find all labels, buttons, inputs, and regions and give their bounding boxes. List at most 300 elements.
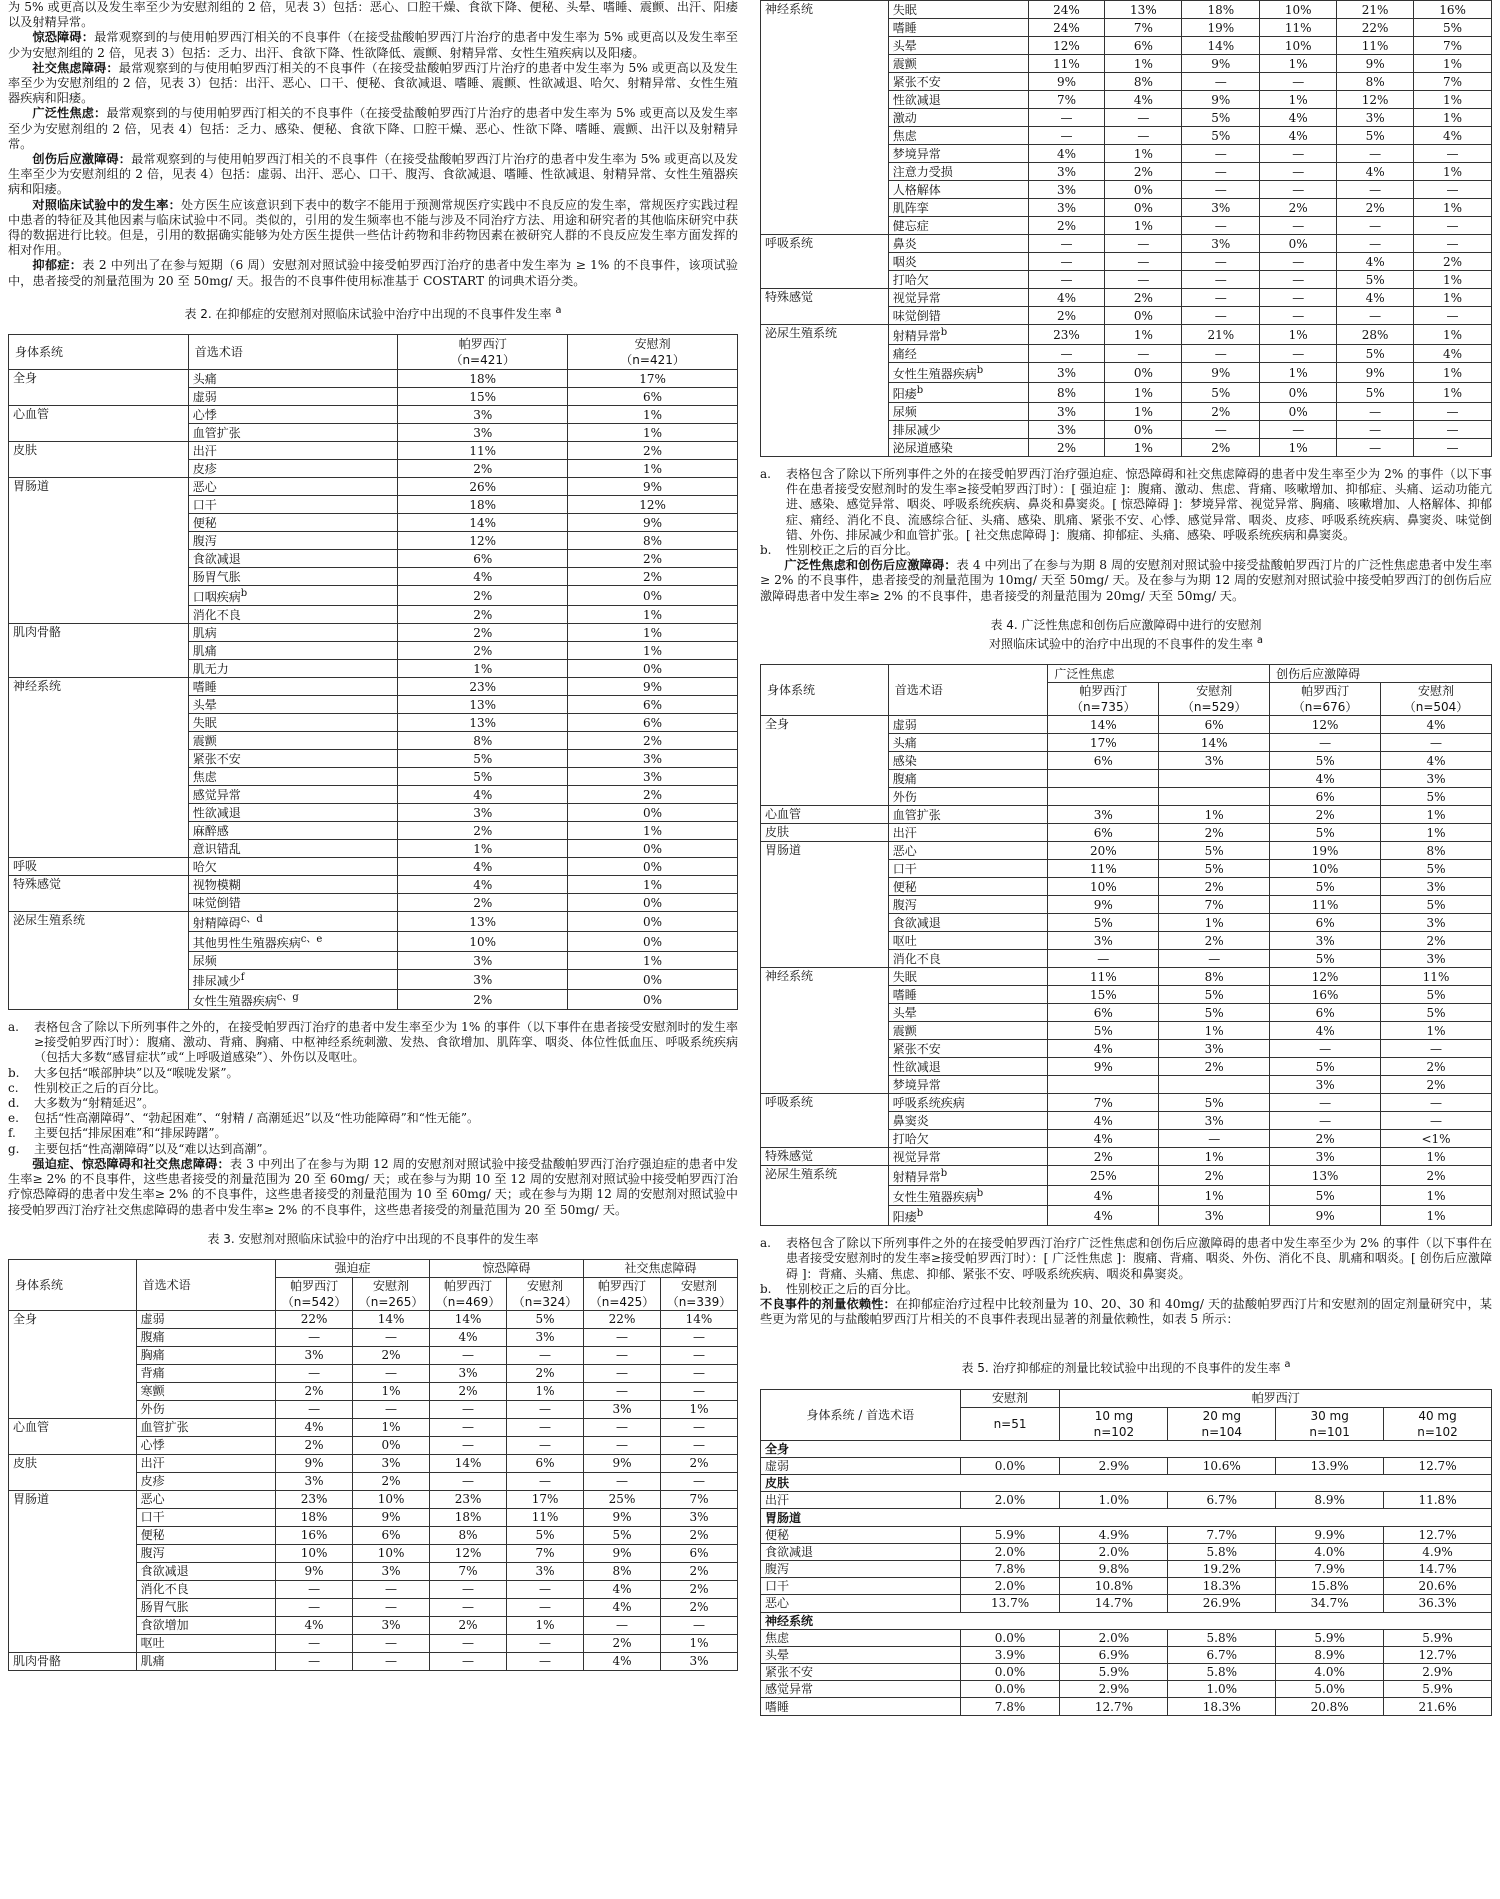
value-cell: — (1260, 73, 1337, 91)
value-cell: 1% (568, 642, 738, 660)
value-cell: 9% (568, 678, 738, 696)
system-cell: 胃肠道 (9, 478, 189, 624)
term-cell (888, 878, 1048, 896)
system-cell: 特殊感觉 (761, 289, 889, 325)
value-cell: 0% (1260, 235, 1337, 253)
value-cell: 2% (1260, 199, 1337, 217)
value-cell: 3% (1028, 181, 1105, 199)
term-cell (888, 271, 1028, 289)
header-col-n: （n=735） (1071, 700, 1136, 715)
value-cell: 1% (568, 460, 738, 478)
value-cell: 5% (1381, 788, 1492, 806)
term-label: 肌病 (192, 625, 217, 640)
header-dose-amount: 40 mg (1418, 1408, 1457, 1423)
value-cell: 3% (1048, 932, 1159, 950)
table-row (9, 370, 738, 388)
term-label: 心悸 (140, 1438, 165, 1453)
value-cell: — (661, 1328, 738, 1346)
value-cell: 18% (398, 496, 568, 514)
term-cell (136, 1616, 276, 1634)
paragraph-heading: 创伤后应激障碍： (32, 152, 132, 167)
term-cell (888, 1094, 1048, 1112)
value-cell: 4% (276, 1418, 353, 1436)
value-cell: 1% (1105, 325, 1182, 345)
header-dose-n: n=101 (1309, 1424, 1350, 1439)
value-cell: — (1337, 307, 1414, 325)
value-cell: 4% (584, 1598, 661, 1616)
table-row (761, 1492, 1492, 1509)
term-footnote-mark: c、e (300, 934, 323, 946)
value-cell: 5% (1159, 986, 1270, 1004)
value-cell: 3% (1159, 1206, 1270, 1226)
value-cell: 0% (568, 804, 738, 822)
value-cell: 1.0% (1060, 1492, 1168, 1509)
value-cell: — (507, 1400, 584, 1418)
term-cell: 恶心 (761, 1595, 961, 1612)
term-label: 恶心 (892, 843, 917, 858)
term-cell (888, 788, 1048, 806)
term-cell (188, 912, 398, 932)
term-label: 焦虑 (192, 769, 217, 784)
value-cell: 10% (353, 1490, 430, 1508)
value-cell: 0.0% (960, 1664, 1060, 1681)
value-cell: 2% (1182, 403, 1260, 421)
value-cell: 18.3% (1168, 1698, 1276, 1715)
value-cell: 21% (1182, 325, 1260, 345)
term-cell (188, 406, 398, 424)
value-cell: 7.8% (960, 1698, 1060, 1715)
value-cell: 23% (430, 1490, 507, 1508)
value-cell: 1% (1414, 325, 1492, 345)
value-cell: 3% (1028, 163, 1105, 181)
term-cell (888, 914, 1048, 932)
value-cell: 20.8% (1276, 1698, 1384, 1715)
term-label: 意识错乱 (192, 841, 241, 856)
value-cell: 15% (1048, 986, 1159, 1004)
value-cell: 2% (1414, 253, 1492, 271)
term-label: 味觉倒错 (892, 308, 941, 323)
term-label: 便秘 (192, 515, 217, 530)
value-cell: — (1182, 271, 1260, 289)
value-cell: 4% (1270, 1022, 1381, 1040)
value-cell: 34.7% (1276, 1595, 1384, 1612)
term-label: 鼻炎 (892, 236, 917, 251)
term-cell (188, 768, 398, 786)
paragraph (8, 0, 738, 30)
header-group: 社交焦虑障碍 (584, 1259, 738, 1277)
footnote-key: b. (760, 543, 772, 558)
value-cell: 26.9% (1168, 1595, 1276, 1612)
footnote (8, 1126, 738, 1141)
value-cell: — (1182, 163, 1260, 181)
table-row (761, 289, 1492, 307)
value-cell: 12% (1270, 968, 1381, 986)
value-cell: — (584, 1328, 661, 1346)
term-label: 嗜睡 (192, 679, 217, 694)
header-col-name: 安慰剂 (373, 1278, 410, 1293)
value-cell: 16% (276, 1526, 353, 1544)
term-label: 便秘 (892, 879, 917, 894)
table4 (760, 664, 1492, 1226)
value-cell: 2% (568, 732, 738, 750)
header-col (507, 1277, 584, 1310)
header-placebo-name: 安慰剂 (634, 337, 671, 352)
value-cell: — (1159, 1130, 1270, 1148)
footnote-text: 表格包含了除以下所列事件之外的在接受帕罗西汀治疗广泛性焦虑和创伤后应激障碍的患者中发生率至少为 2% 的事件（以下事件在患者接受安慰剂时的发生率≥接受帕罗西汀时）：[ 广泛性焦虑 ]：腹痛、背痛、咽炎、外伤、消化不良、肌痛和咽炎。[ 创伤后应激障碍 ]：背痛、头痛、焦虑、抑郁、紧张不安、呼吸系统疾病、咽炎和鼻窦炎。 (786, 1236, 1492, 1281)
value-cell: 2.9% (1384, 1664, 1492, 1681)
value-cell: — (507, 1634, 584, 1652)
value-cell: 0% (568, 858, 738, 876)
term-label: 呼吸系统疾病 (892, 1095, 965, 1110)
system-cell: 心血管 (9, 1418, 137, 1454)
footnote-text: 主要包括“排尿困难”和“排尿踌躇”。 (34, 1126, 227, 1141)
value-cell: 3% (507, 1328, 584, 1346)
value-cell: 6% (661, 1544, 738, 1562)
table-row (761, 1, 1492, 19)
value-cell: 1% (1159, 806, 1270, 824)
value-cell: 0% (1105, 421, 1182, 439)
value-cell: — (1414, 403, 1492, 421)
term-cell: 口干 (761, 1578, 961, 1595)
footnote-text: 包括“性高潮障碍”、“勃起困难”、“射精 / 高潮延迟”以及“性功能障碍”和“性无能”。 (34, 1111, 480, 1126)
value-cell: 10% (276, 1544, 353, 1562)
term-label: 人格解体 (892, 182, 941, 197)
left-column (8, 0, 738, 1671)
value-cell: 2% (430, 1616, 507, 1634)
value-cell: 6% (1105, 37, 1182, 55)
term-label: 口干 (140, 1510, 165, 1525)
system-cell: 特殊感觉 (761, 1148, 889, 1166)
paragraph (8, 30, 738, 60)
term-cell (136, 1634, 276, 1652)
value-cell: 0% (568, 932, 738, 952)
term-cell (888, 91, 1028, 109)
value-cell: 22% (1337, 19, 1414, 37)
term-label: 呕吐 (892, 933, 917, 948)
term-label: 梦境异常 (892, 1077, 941, 1092)
value-cell: 2% (1105, 163, 1182, 181)
term-cell (136, 1526, 276, 1544)
value-cell: 2.9% (1060, 1681, 1168, 1698)
value-cell: — (1105, 253, 1182, 271)
value-cell: 7% (430, 1562, 507, 1580)
value-cell (1048, 1076, 1159, 1094)
value-cell: 6% (1270, 914, 1381, 932)
value-cell: <1% (1381, 1130, 1492, 1148)
paragraph-text: 表 2 中列出了在参与短期（6 周）安慰剂对照试验中接受帕罗西汀治疗的患者中发生率为 ≥ 1% 的不良事件，该项试验中，患者接受的剂量范围为 20 至 50mg/ 天。报告的不良事件使用标准基于 COSTART 的词典术语分类。 (8, 258, 738, 288)
system-cell: 呼吸系统 (761, 235, 889, 289)
table5-caption: 表 5. 治疗抑郁症的剂量比较试验中出现的不良事件的发生率 $^a$ (961, 1359, 1291, 1376)
table-row (761, 1560, 1492, 1577)
value-cell: 1% (1105, 217, 1182, 235)
value-cell: 7% (661, 1490, 738, 1508)
value-cell: 5% (1048, 1022, 1159, 1040)
paragraph-heading: 对照临床试验中的发生率： (32, 197, 181, 212)
value-cell: 10.8% (1060, 1578, 1168, 1595)
value-cell: 1% (568, 822, 738, 840)
term-cell (888, 199, 1028, 217)
term-label: 头痛 (892, 735, 917, 750)
term-cell (888, 55, 1028, 73)
value-cell: 2% (1159, 878, 1270, 896)
value-cell: — (1260, 345, 1337, 363)
value-cell: 1% (1105, 55, 1182, 73)
term-label: 味觉倒错 (192, 895, 241, 910)
value-cell: — (1159, 950, 1270, 968)
term-cell (136, 1310, 276, 1328)
value-cell: 5% (1414, 19, 1492, 37)
term-label: 震颤 (892, 1023, 917, 1038)
term-cell (188, 478, 398, 496)
value-cell: 3% (661, 1652, 738, 1670)
value-cell: 9% (584, 1454, 661, 1472)
value-cell (1159, 770, 1270, 788)
value-cell: 5% (507, 1526, 584, 1544)
term-cell (888, 19, 1028, 37)
value-cell: 7% (1414, 37, 1492, 55)
value-cell: — (430, 1598, 507, 1616)
term-cell (888, 824, 1048, 842)
value-cell: — (353, 1634, 430, 1652)
system-cell: 胃肠道 (761, 842, 889, 968)
header-col-name: 安慰剂 (527, 1278, 564, 1293)
value-cell (1159, 1076, 1270, 1094)
term-cell (136, 1580, 276, 1598)
paragraph (8, 258, 738, 288)
header-col-name: 帕罗西汀 (444, 1278, 493, 1293)
value-cell: 11% (1048, 860, 1159, 878)
term-cell (888, 383, 1028, 403)
header-term: 首选术语 (188, 335, 398, 370)
header-drug-n: （n=421） (450, 353, 516, 368)
term-cell (188, 786, 398, 804)
value-cell: — (1337, 145, 1414, 163)
term-cell: 感觉异常 (761, 1681, 961, 1698)
value-cell: 3% (1270, 1076, 1381, 1094)
term-label: 虚弱 (192, 389, 217, 404)
value-cell: — (1105, 109, 1182, 127)
value-cell: 12% (1028, 37, 1105, 55)
term-label: 口干 (892, 861, 917, 876)
footnote-key: b. (8, 1065, 20, 1080)
paragraph-text: 最常观察到的与使用帕罗西汀相关的不良事件（在接受盐酸帕罗西汀片治疗的患者中发生率为 5% 或更高以及发生率至少为安慰剂组的 2 倍，见表 3）包括：出汗、恶心、口干、便秘、食欲减退、嗜睡、震颤、性欲减退、哈欠、射精异常、女性生殖器疾病和阳痿。 (8, 60, 738, 106)
system-cell: 神经系统 (9, 678, 189, 858)
header-col-name: 安慰剂 (680, 1278, 717, 1293)
value-cell: — (1182, 73, 1260, 91)
footnote-key: b. (760, 1281, 772, 1296)
term-cell (888, 145, 1028, 163)
value-cell: — (507, 1346, 584, 1364)
value-cell: — (507, 1580, 584, 1598)
value-cell: 2% (568, 568, 738, 586)
table-row (9, 912, 738, 932)
term-label: 出汗 (892, 825, 917, 840)
term-label: 恶心 (192, 479, 217, 494)
header-term: 首选术语 (136, 1259, 276, 1310)
term-label: 阳痿 (892, 387, 917, 401)
term-cell (188, 550, 398, 568)
value-cell: 1% (1414, 199, 1492, 217)
value-cell: 11% (507, 1508, 584, 1526)
term-label: 打哈欠 (892, 1131, 929, 1146)
header-col-name: 安慰剂 (1196, 684, 1233, 699)
footnote (760, 1236, 1492, 1282)
value-cell: 3% (1270, 932, 1381, 950)
value-cell: — (353, 1652, 430, 1670)
header-col-name: 帕罗西汀 (1301, 684, 1350, 699)
value-cell: 2.9% (1060, 1457, 1168, 1474)
value-cell: — (584, 1472, 661, 1490)
system-cell: 肌肉骨骼 (9, 624, 189, 678)
value-cell: — (1337, 403, 1414, 421)
value-cell: 0.0% (960, 1681, 1060, 1698)
term-cell (888, 325, 1028, 345)
system-cell: 肌肉骨骼 (9, 1652, 137, 1670)
header-col (661, 1277, 738, 1310)
value-cell: 5% (584, 1526, 661, 1544)
value-cell: 2% (568, 550, 738, 568)
term-cell: 出汗 (761, 1492, 961, 1509)
value-cell: 10% (353, 1544, 430, 1562)
value-cell: 3% (430, 1364, 507, 1382)
value-cell: 5% (1182, 127, 1260, 145)
footnote-text: 性别校正之后的百分比。 (34, 1080, 167, 1095)
value-cell: 2% (276, 1382, 353, 1400)
value-cell: 7% (1159, 896, 1270, 914)
value-cell: 11.8% (1384, 1492, 1492, 1509)
table4-caption: 表 4. 广泛性焦虑和创伤后应激障碍中进行的安慰剂 对照临床试验中的治疗中出现的不良事件的发生率 $^a$ (989, 617, 1263, 652)
term-label: 腹泻 (892, 897, 917, 912)
value-cell: — (276, 1400, 353, 1418)
table-row (9, 406, 738, 424)
value-cell: 3% (1381, 770, 1492, 788)
term-cell (888, 1076, 1048, 1094)
footnote-key: d. (8, 1096, 20, 1111)
header-group: 强迫症 (276, 1259, 430, 1277)
term-cell (188, 970, 398, 990)
term-label: 尿频 (192, 953, 217, 968)
term-cell (888, 1004, 1048, 1022)
term-label: 视觉异常 (892, 1149, 941, 1164)
term-label: 腹泻 (192, 533, 217, 548)
term-label: 食欲减退 (192, 551, 241, 566)
footnote-text: 主要包括“性高潮障碍”以及“难以达到高潮”。 (34, 1141, 275, 1156)
value-cell: — (507, 1418, 584, 1436)
value-cell: 4% (1105, 91, 1182, 109)
value-cell: 10% (398, 932, 568, 952)
value-cell: 4% (1048, 1112, 1159, 1130)
value-cell: — (1337, 181, 1414, 199)
term-label: 泌尿道感染 (892, 440, 953, 455)
system-cell: 心血管 (761, 806, 889, 824)
value-cell: 5.8% (1168, 1664, 1276, 1681)
value-cell: — (1414, 181, 1492, 199)
system-cell: 泌尿生殖系统 (761, 1166, 889, 1226)
group-row (761, 1509, 1492, 1526)
value-cell: 3% (568, 768, 738, 786)
header-col-n: （n=339） (666, 1294, 732, 1309)
value-cell: 1% (1414, 55, 1492, 73)
table5 (760, 1389, 1492, 1716)
value-cell: 5.9% (1276, 1629, 1384, 1646)
value-cell: 16% (1270, 986, 1381, 1004)
value-cell: 2% (398, 586, 568, 606)
table3-continued (760, 0, 1492, 457)
system-cell: 全身 (9, 1310, 137, 1418)
header-col-name: 帕罗西汀 (1079, 684, 1128, 699)
term-cell (888, 307, 1028, 325)
value-cell: 9% (584, 1544, 661, 1562)
value-cell: 17% (1048, 734, 1159, 752)
header-drug (398, 335, 568, 370)
term-label: 视觉异常 (892, 290, 941, 305)
value-cell: 2.0% (960, 1578, 1060, 1595)
header-col (1048, 683, 1159, 716)
value-cell: 9.9% (1276, 1526, 1384, 1543)
value-cell: 23% (276, 1490, 353, 1508)
value-cell: 1% (1381, 1206, 1492, 1226)
value-cell: — (430, 1346, 507, 1364)
system-cell: 特殊感觉 (9, 876, 189, 912)
value-cell: 3% (398, 970, 568, 990)
table-row (761, 235, 1492, 253)
term-cell (888, 752, 1048, 770)
term-cell (136, 1454, 276, 1472)
value-cell: 12% (430, 1544, 507, 1562)
value-cell: — (1414, 145, 1492, 163)
value-cell: 2% (1381, 932, 1492, 950)
system-cell: 皮肤 (9, 442, 189, 478)
value-cell: — (430, 1400, 507, 1418)
term-cell: 头晕 (761, 1646, 961, 1663)
value-cell: — (1270, 1040, 1381, 1058)
term-label: 血管扩张 (892, 807, 941, 822)
term-label: 性欲减退 (892, 1059, 941, 1074)
system-cell: 心血管 (9, 406, 189, 442)
term-cell (188, 990, 398, 1010)
value-cell: — (661, 1364, 738, 1382)
value-cell: 3% (353, 1454, 430, 1472)
footnote-key: g. (8, 1141, 20, 1156)
value-cell: 6% (568, 714, 738, 732)
table-row (9, 1454, 738, 1472)
value-cell: 0% (1260, 383, 1337, 403)
value-cell: 1% (568, 876, 738, 894)
value-cell: — (430, 1634, 507, 1652)
header-dose (1060, 1407, 1168, 1440)
value-cell: 5% (1270, 1058, 1381, 1076)
value-cell: 6% (398, 550, 568, 568)
value-cell: 6% (1270, 788, 1381, 806)
value-cell: 5.8% (1168, 1629, 1276, 1646)
term-cell (888, 403, 1028, 421)
value-cell: 4% (1337, 163, 1414, 181)
value-cell: 13% (398, 912, 568, 932)
group-label: 胃肠道 (761, 1509, 1492, 1526)
header-col (430, 1277, 507, 1310)
value-cell: 3% (1381, 950, 1492, 968)
value-cell: 5% (1159, 860, 1270, 878)
term-cell (188, 840, 398, 858)
value-cell: 5% (1381, 860, 1492, 878)
value-cell: 4% (1381, 716, 1492, 734)
table2-caption: 表 2. 在抑郁症的安慰剂对照临床试验中治疗中出现的不良事件发生率 $^a$ (184, 304, 562, 321)
value-cell: 2% (568, 442, 738, 460)
value-cell: 6% (1048, 1004, 1159, 1022)
term-cell (888, 968, 1048, 986)
term-cell (136, 1544, 276, 1562)
term-cell (136, 1652, 276, 1670)
